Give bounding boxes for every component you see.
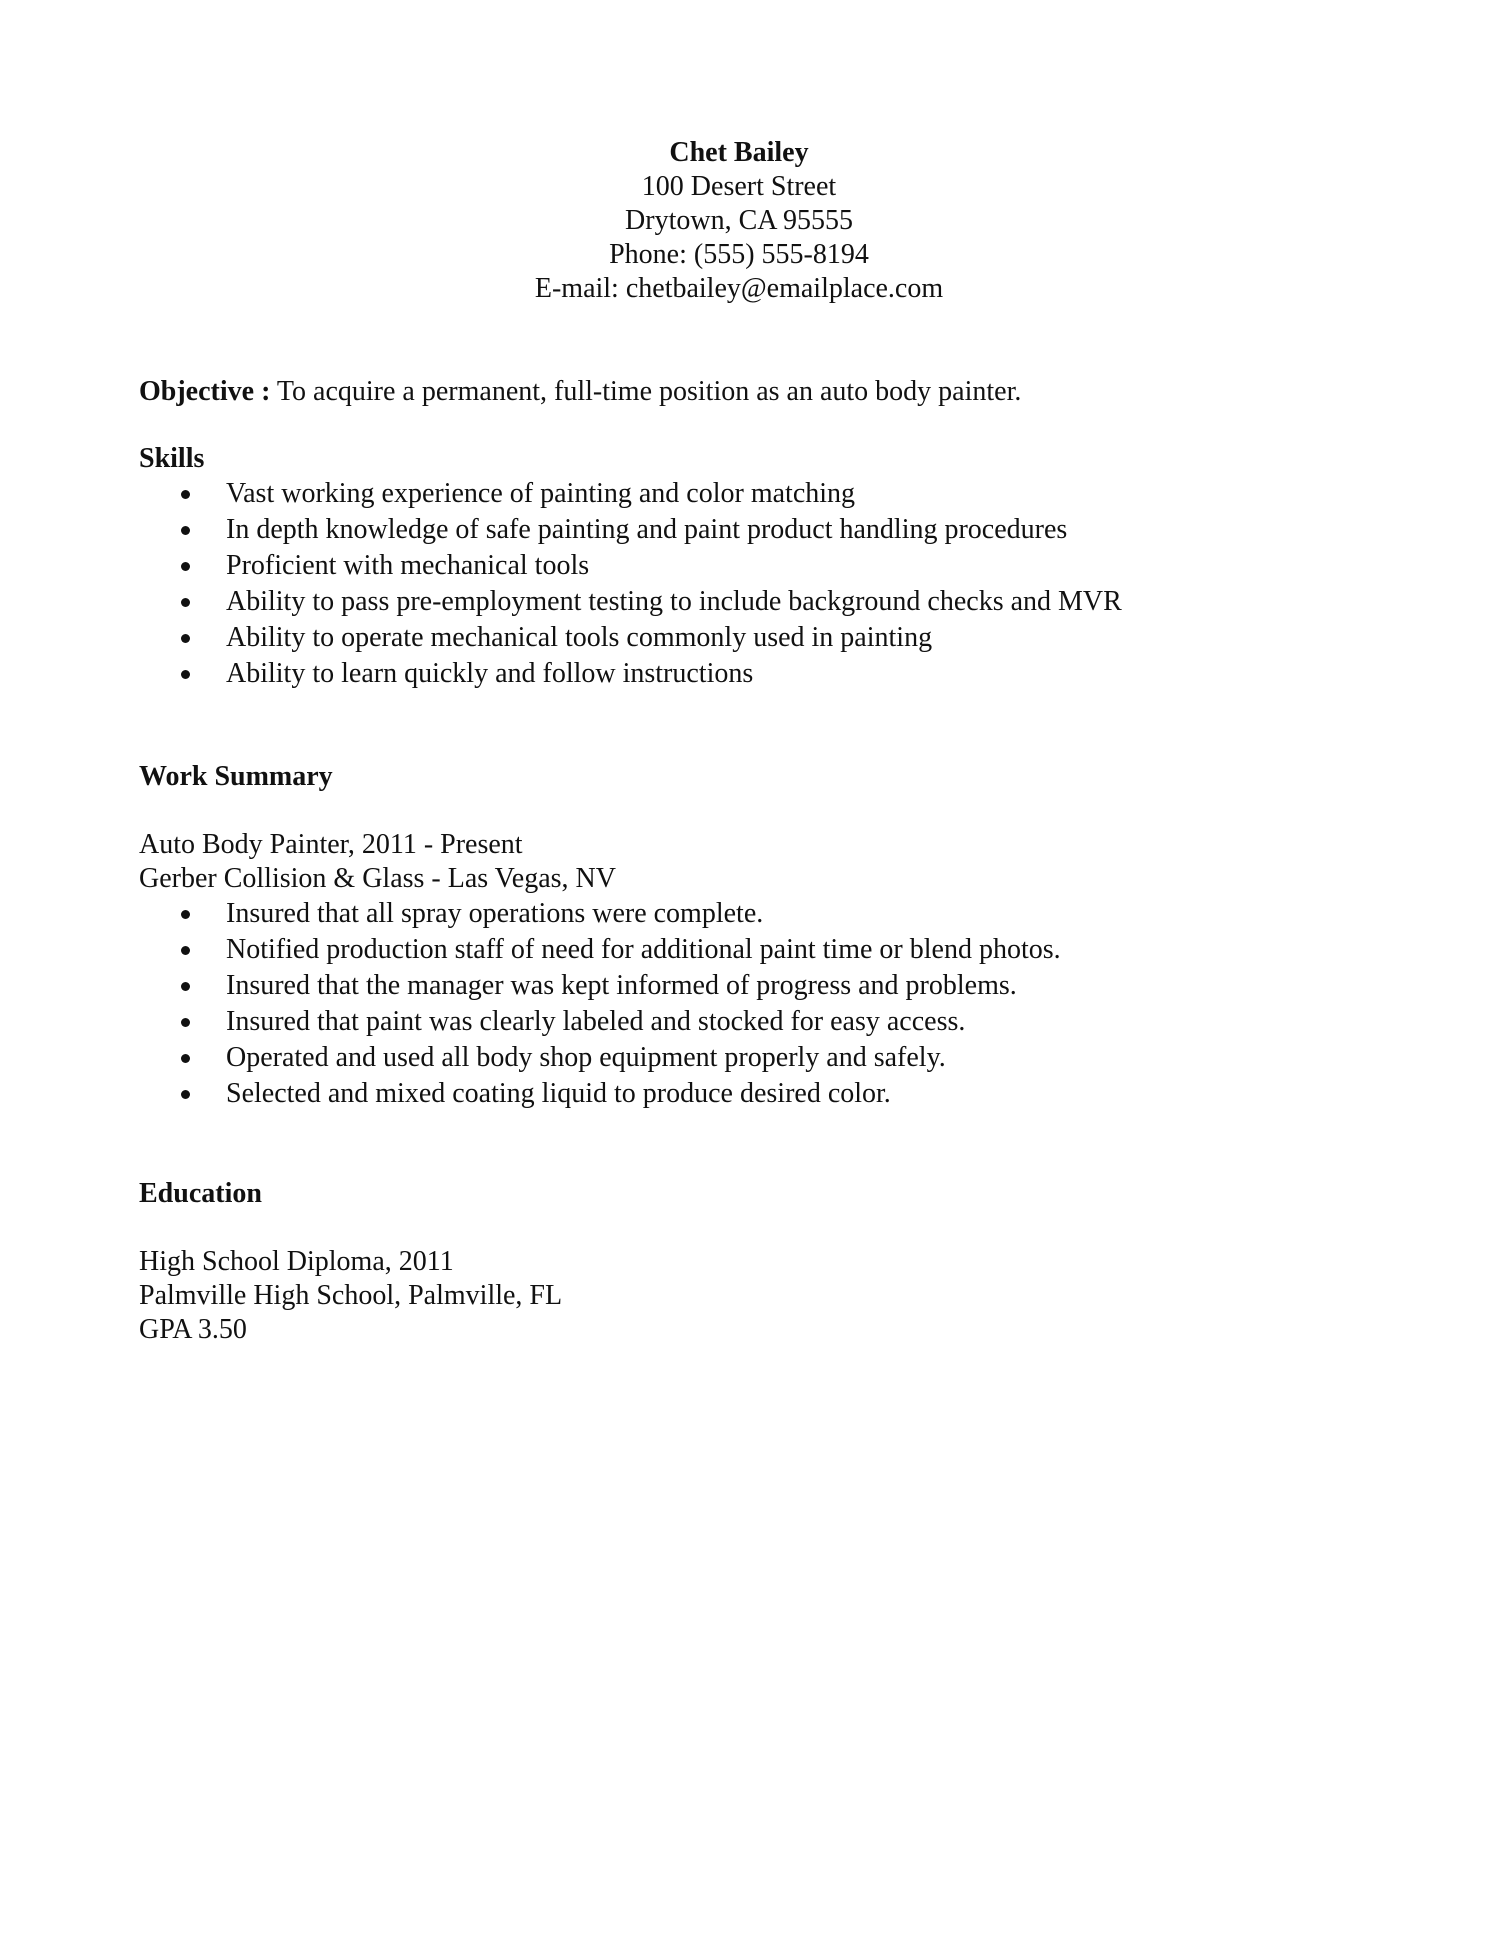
bullet-icon [181,490,190,499]
phone-number: Phone: (555) 555-8194 [609,239,869,270]
list-item: Insured that the manager was kept informed of progress and problems. [139,968,1061,1004]
work-entry [139,828,1061,1112]
work-heading: Work Summary [139,761,333,792]
education-heading: Education [139,1178,262,1209]
job-title: Auto Body Painter, 2011 - Present [139,829,523,860]
list-item: Insured that all spray operations were complete. [139,896,1061,932]
bullet-icon [181,526,190,535]
bullet-icon [181,1054,190,1063]
bullet-icon [181,598,190,607]
skills-list [139,476,1122,692]
education-section [139,1177,262,1211]
bullet-icon [181,562,190,571]
list-item: Ability to operate mechanical tools commonly used in painting [139,620,1122,656]
bullet-icon [181,982,190,991]
list-item: Vast working experience of painting and color matching [139,476,1122,512]
list-item: Operated and used all body shop equipment properly and safely. [139,1040,1061,1076]
list-item: Insured that paint was clearly labeled and stocked for easy access. [139,1004,1061,1040]
bullet-icon [181,910,190,919]
skills-heading: Skills [139,443,205,474]
bullet-icon [181,634,190,643]
address-street: 100 Desert Street [641,171,837,202]
list-item: Selected and mixed coating liquid to produce desired color. [139,1076,1061,1112]
skills-section [139,442,1122,692]
education-school: Palmville High School, Palmville, FL [139,1280,563,1311]
objective-section [139,375,1021,409]
list-item: Notified production staff of need for additional paint time or blend photos. [139,932,1061,968]
education-gpa: GPA 3.50 [139,1314,247,1345]
list-item: Ability to pass pre-employment testing to include background checks and MVR [139,584,1122,620]
bullet-icon [181,1018,190,1027]
list-item: Proficient with mechanical tools [139,548,1122,584]
bullet-icon [181,1090,190,1099]
contact-header [0,136,1478,306]
email-address: E-mail: chetbailey@emailplace.com [534,273,944,304]
education-entry [139,1245,562,1347]
list-item: Ability to learn quickly and follow instructions [139,656,1122,692]
candidate-name: Chet Bailey [669,137,809,168]
job-employer: Gerber Collision & Glass - Las Vegas, NV [139,863,616,894]
education-degree: High School Diploma, 2011 [139,1246,454,1277]
objective-label: Objective : [139,376,271,407]
objective-text: To acquire a permanent, full-time position as an auto body painter. [276,376,1022,407]
list-item: In depth knowledge of safe painting and paint product handling procedures [139,512,1122,548]
bullet-icon [181,946,190,955]
work-section [139,760,333,794]
work-duties-list [139,896,1061,1112]
bullet-icon [181,670,190,679]
address-city: Drytown, CA 95555 [625,205,853,236]
